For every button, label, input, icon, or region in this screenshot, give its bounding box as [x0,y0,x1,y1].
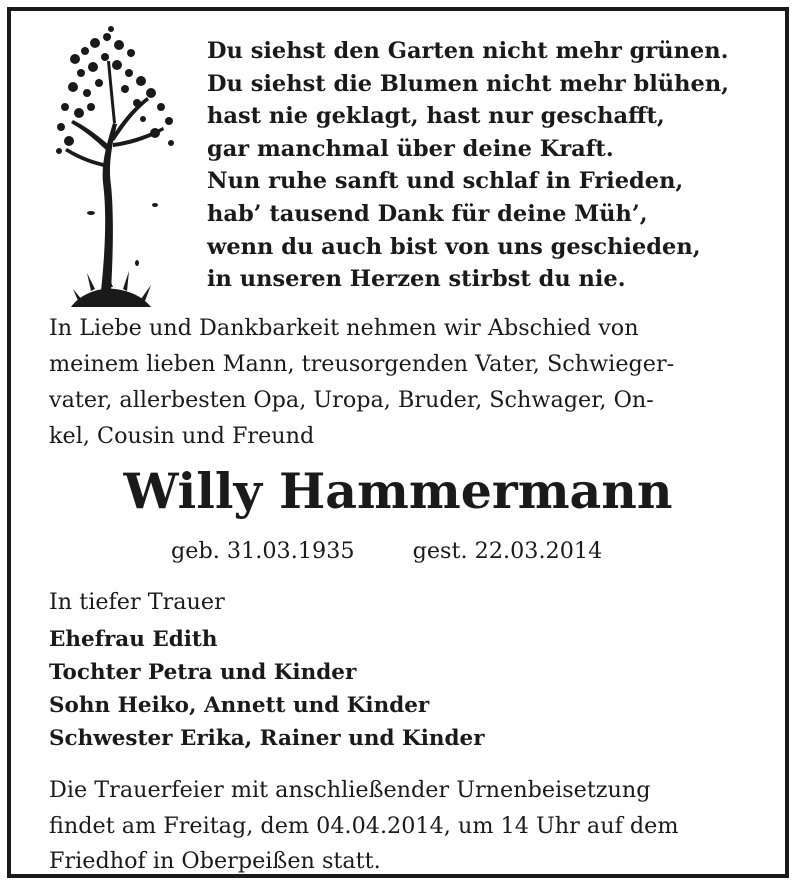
farewell-line: meinem lieben Mann, treusorgenden Vater, Schwieger- [49,351,675,377]
poem-line: hab’ tausend Dank für deine Müh’, [207,200,648,227]
farewell-line: vater, allerbesten Opa, Uropa, Bruder, Schwager, On- [49,387,654,413]
mourner-entry: Tochter Petra und Kinder [49,660,357,685]
deceased-name: Willy Hammermann [123,462,673,520]
mourner-entry: Schwester Erika, Rainer und Kinder [49,726,485,751]
tree-icon [51,23,179,309]
funeral-notice [49,773,756,880]
poem [207,35,729,296]
poem-line: hast nie geklagt, hast nur geschafft, [207,103,665,130]
mourner-entry: Sohn Heiko, Annett und Kinder [49,693,430,718]
poem-line: gar manchmal über deine Kraft. [207,135,614,162]
poem-line: Du siehst die Blumen nicht mehr blühen, [207,70,730,97]
death-date: gest. 22.03.2014 [412,538,603,564]
birth-date: geb. 31.03.1935 [171,538,355,564]
notice-line: Friedhof in Oberpeißen statt. [49,848,381,874]
mourners-list [49,623,485,755]
farewell-text [49,310,756,454]
life-dates [171,536,602,566]
notice-line: Die Trauerfeier mit anschließender Urnenbeisetzung [49,777,651,803]
poem-line: wenn du auch bist von uns geschieden, [207,233,701,260]
mourning-heading: In tiefer Trauer [49,589,225,615]
farewell-line: kel, Cousin und Freund [49,423,315,449]
poem-line: Nun ruhe sanft und schlaf in Frieden, [207,168,684,195]
obituary-frame [7,7,789,878]
farewell-line: In Liebe und Dankbarkeit nehmen wir Abschied von [49,315,639,341]
notice-line: findet am Freitag, dem 04.04.2014, um 14 Uhr auf dem [49,812,679,839]
poem-line: Du siehst den Garten nicht mehr grünen. [207,38,729,64]
poem-line: in unseren Herzen stirbst du nie. [207,266,626,293]
mourner-entry: Ehefrau Edith [49,627,218,652]
